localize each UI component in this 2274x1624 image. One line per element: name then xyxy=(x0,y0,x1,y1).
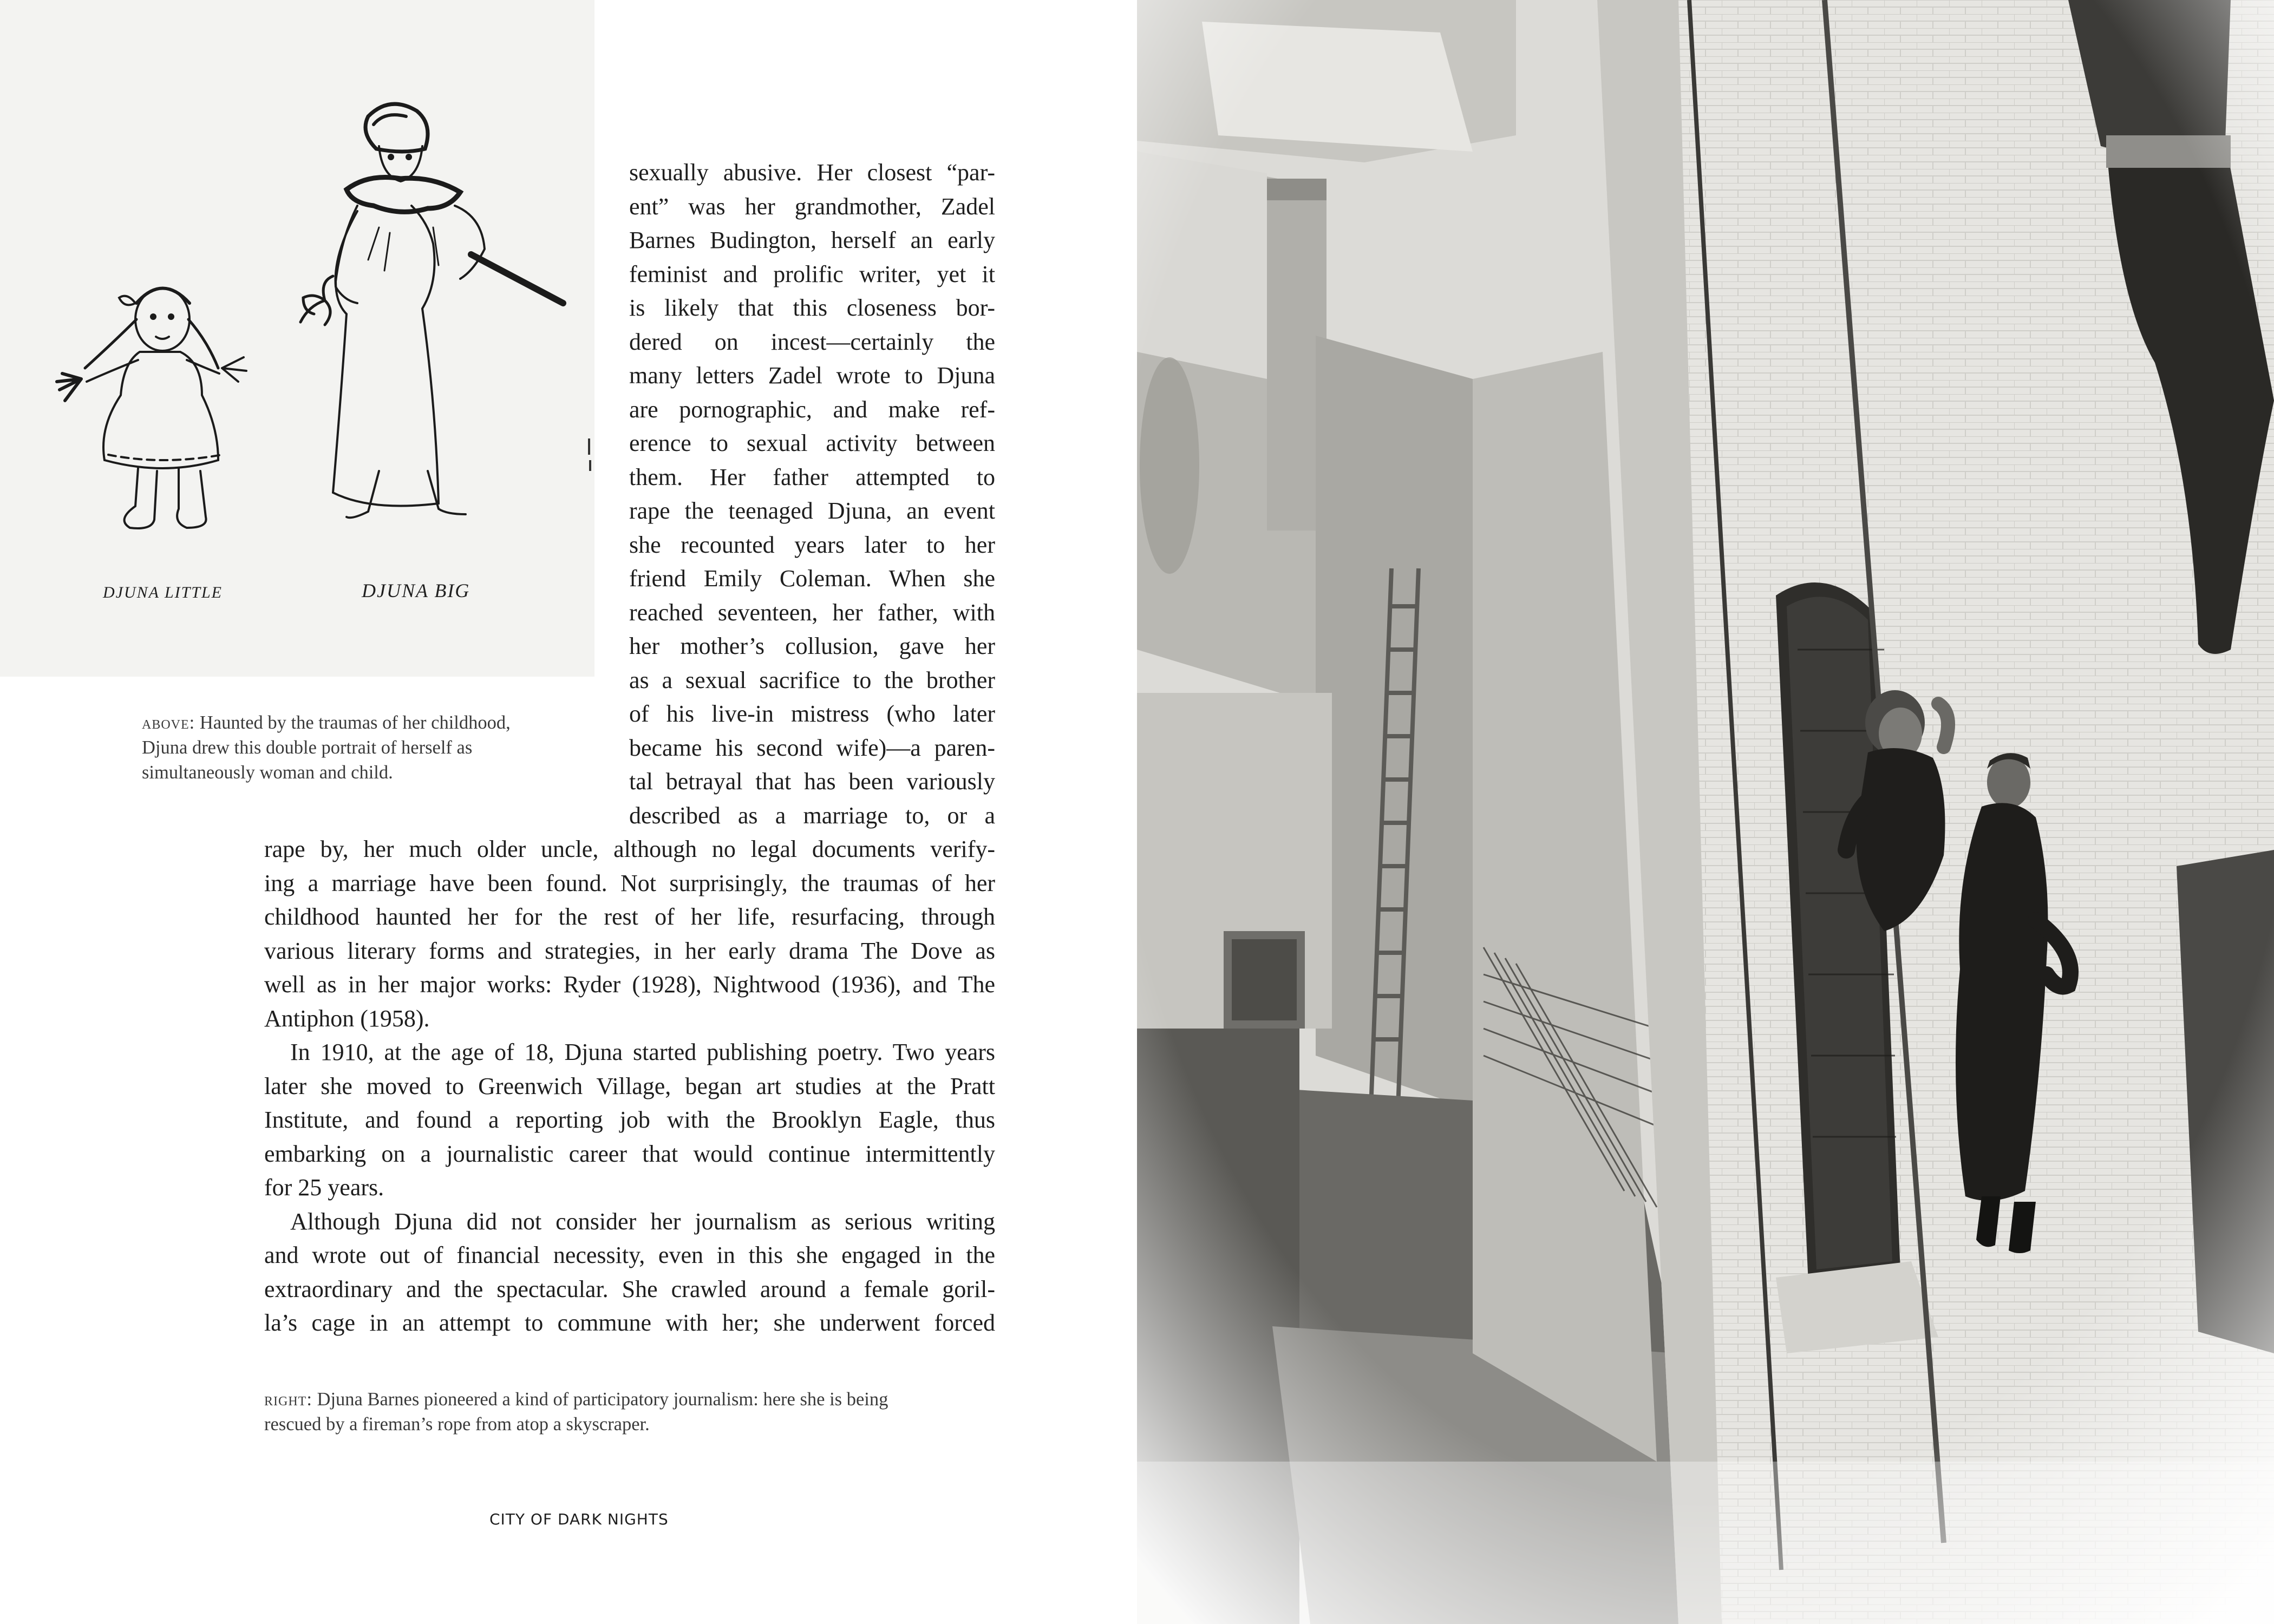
caption-above-lead: above: xyxy=(142,712,195,733)
body-line: as a sexual sacrifice to the brother xyxy=(629,666,995,693)
sketch-label-little: DJUNA LITTLE xyxy=(103,584,223,601)
body-line: extraordinary and the spectacular. She crawled around a female goril- xyxy=(264,1275,995,1302)
caption-above-text-1: Haunted by the traumas of her childhood, xyxy=(199,712,511,733)
body-line: she recounted years later to her xyxy=(629,531,995,558)
body-line: rape by, her much older uncle, although no legal documents verify- xyxy=(264,836,995,862)
body-line: tal betrayal that has been variously xyxy=(629,768,995,795)
body-line: for 25 years. xyxy=(264,1174,384,1201)
body-line: rape the teenaged Djuna, an event xyxy=(629,497,995,524)
body-line: sexually abusive. Her closest “par- xyxy=(629,159,995,186)
caption-above xyxy=(142,710,586,785)
caption-above-line-3: simultaneously woman and child. xyxy=(142,762,393,783)
body-line: are pornographic, and make ref- xyxy=(629,396,995,423)
body-text-wide-column xyxy=(264,833,995,1340)
body-line: ing a marriage have been found. Not surprisingly, the traumas of her xyxy=(264,869,995,896)
body-line: embarking on a journalistic career that would continue intermittently xyxy=(264,1140,995,1167)
body-line: ent” was her grandmother, Zadel xyxy=(629,193,995,220)
caption-above-line-2: Djuna drew this double portrait of herself as xyxy=(142,737,473,758)
body-line: many letters Zadel wrote to Djuna xyxy=(629,362,995,389)
caption-right-lead: right: xyxy=(264,1389,312,1410)
caption-right-line-1 xyxy=(264,1387,1001,1412)
djuna-double-portrait-sketch xyxy=(0,0,594,677)
body-line: her mother’s collusion, gave her xyxy=(629,633,995,659)
body-line: later she moved to Greenwich Village, began art studies at the Pratt xyxy=(264,1072,995,1099)
body-line: became his second wife)—a paren- xyxy=(629,734,995,761)
body-line: erence to sexual activity between xyxy=(629,430,995,456)
rescue-photograph xyxy=(1137,0,2274,1624)
body-line-paragraph-start: In 1910, at the age of 18, Djuna started publishing poetry. Two years xyxy=(290,1039,995,1065)
body-line: and wrote out of financial necessity, even in this she engaged in the xyxy=(264,1242,995,1268)
caption-right-text-1: Djuna Barnes pioneered a kind of participatory journalism: here she is being xyxy=(317,1389,888,1410)
body-line-paragraph-start: Although Djuna did not consider her journalism as serious writing xyxy=(290,1208,995,1235)
sketch-label-big: DJUNA BIG xyxy=(362,580,471,601)
body-line: various literary forms and strategies, in her early drama The Dove as xyxy=(264,937,995,964)
body-line: Barnes Budington, herself an early xyxy=(629,227,995,253)
body-line: dered on incest—certainly the xyxy=(629,328,995,355)
photo-scene xyxy=(1137,0,2274,1624)
body-line: well as in her major works: Ryder (1928), Nightwood (1936), and The xyxy=(264,971,995,998)
body-line: reached seventeen, her father, with xyxy=(629,599,995,626)
body-line: them. Her father attempted to xyxy=(629,463,995,490)
caption-right-line-2: rescued by a fireman’s rope from atop a skyscraper. xyxy=(264,1414,650,1435)
body-line: la’s cage in an attempt to commune with her; she underwent forced xyxy=(264,1309,995,1336)
body-line: is likely that this closeness bor- xyxy=(629,294,995,321)
sketch-drawing xyxy=(0,0,594,677)
body-line: of his live-in mistress (who later xyxy=(629,700,995,727)
body-line: friend Emily Coleman. When she xyxy=(629,565,995,592)
body-text-narrow-column xyxy=(629,156,995,833)
caption-right xyxy=(264,1387,1001,1437)
running-footer: CITY OF DARK NIGHTS xyxy=(489,1510,669,1528)
body-line: feminist and prolific writer, yet it xyxy=(629,260,995,287)
body-line: Antiphon (1958). xyxy=(264,1005,430,1032)
body-line: childhood haunted her for the rest of her life, resurfacing, through xyxy=(264,903,995,930)
body-line: described as a marriage to, or a xyxy=(629,802,995,829)
caption-above-line-1 xyxy=(142,710,586,735)
body-line: Institute, and found a reporting job with the Brooklyn Eagle, thus xyxy=(264,1106,995,1133)
